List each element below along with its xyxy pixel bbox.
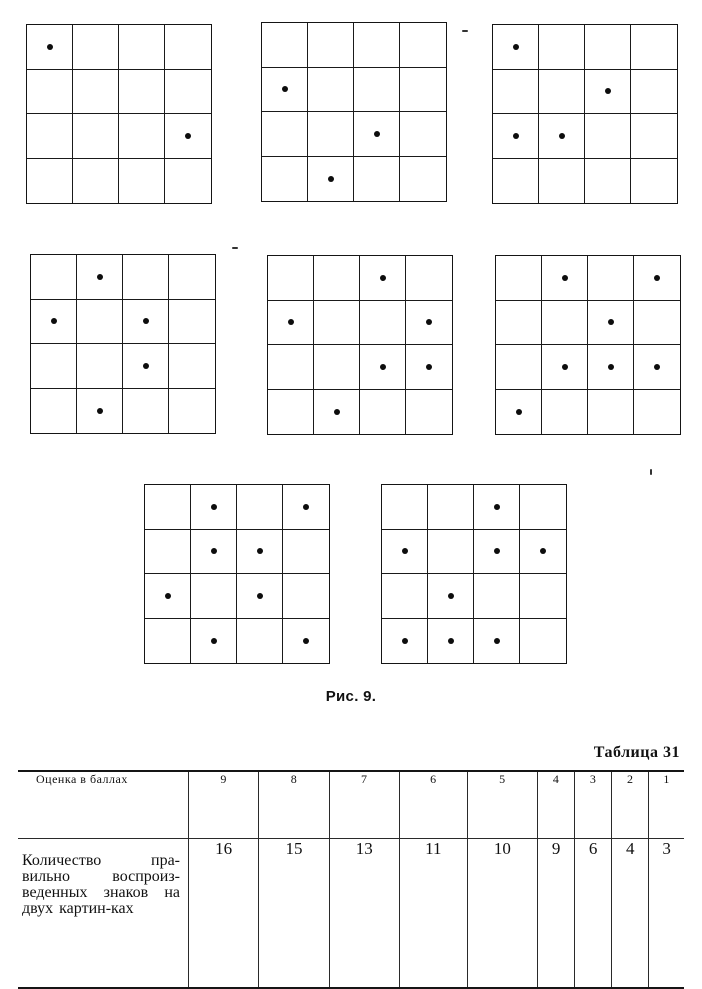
dot-grid-4 — [30, 254, 216, 434]
grid-cell — [308, 112, 354, 157]
grid-cell — [283, 530, 329, 575]
grid-cell — [119, 25, 165, 70]
dot-grid-8 — [381, 484, 567, 664]
grid-cell — [631, 25, 677, 70]
grid-cell — [493, 114, 539, 159]
grid-cell — [165, 159, 211, 204]
score-cell: 1 — [649, 771, 684, 839]
count-cell: 4 — [612, 839, 649, 989]
grid-cell — [123, 300, 169, 345]
dot-mark — [303, 504, 309, 510]
dot-mark — [211, 548, 217, 554]
dot-mark — [303, 638, 309, 644]
print-speck — [650, 469, 652, 475]
grid-cell — [360, 256, 406, 301]
grid-cell — [474, 485, 520, 530]
table-title: Таблица 31 — [593, 744, 680, 761]
grid-cell — [268, 345, 314, 390]
dot-mark — [402, 548, 408, 554]
dot-mark — [448, 638, 454, 644]
grid-cell — [314, 256, 360, 301]
grid-cell — [77, 344, 123, 389]
grid-cell — [428, 485, 474, 530]
grid-cell — [283, 574, 329, 619]
grid-cell — [634, 256, 680, 301]
grid-cell — [77, 255, 123, 300]
dot-mark — [513, 44, 519, 50]
grid-cell — [354, 157, 400, 202]
grid-cell — [542, 301, 588, 346]
grid-cell — [314, 390, 360, 435]
dot-mark — [654, 275, 660, 281]
grid-cell — [360, 390, 406, 435]
grid-cell — [119, 159, 165, 204]
dot-mark — [494, 638, 500, 644]
grid-cell — [406, 256, 452, 301]
grid-cell — [268, 256, 314, 301]
grid-cell — [588, 390, 634, 435]
grid-cell — [237, 530, 283, 575]
grid-cell — [542, 256, 588, 301]
grid-cell — [262, 112, 308, 157]
dot-grid-3 — [492, 24, 678, 204]
dot-mark — [334, 409, 340, 415]
dot-grid-6 — [495, 255, 681, 435]
dot-mark — [494, 504, 500, 510]
count-cell: 16 — [189, 839, 259, 989]
dot-mark — [426, 364, 432, 370]
grid-cell — [400, 112, 446, 157]
grid-cell — [400, 68, 446, 113]
grid-cell — [191, 574, 237, 619]
dot-grid-1 — [26, 24, 212, 204]
row-label-count: Количество пра-вильно воспроиз-веденных знаков на двух картин-ках — [18, 839, 189, 989]
print-speck — [462, 30, 468, 32]
dot-mark — [608, 364, 614, 370]
dot-mark — [426, 319, 432, 325]
grid-cell — [520, 574, 566, 619]
grid-cell — [406, 390, 452, 435]
dot-mark — [513, 133, 519, 139]
grid-cell — [165, 114, 211, 159]
score-cell: 6 — [399, 771, 467, 839]
grid-cell — [119, 70, 165, 115]
grid-cell — [539, 114, 585, 159]
grid-cell — [493, 70, 539, 115]
grid-cell — [145, 574, 191, 619]
grid-cell — [382, 530, 428, 575]
grid-cell — [191, 485, 237, 530]
grid-cell — [27, 70, 73, 115]
grid-cell — [262, 23, 308, 68]
dot-mark — [143, 318, 149, 324]
grid-cell — [165, 25, 211, 70]
table-row-scores — [18, 771, 684, 839]
grid-cell — [496, 390, 542, 435]
score-cell: 8 — [259, 771, 329, 839]
grid-cell — [474, 574, 520, 619]
grid-cell — [27, 114, 73, 159]
count-cell: 11 — [399, 839, 467, 989]
score-cell: 2 — [612, 771, 649, 839]
grid-cell — [123, 344, 169, 389]
count-cell: 15 — [259, 839, 329, 989]
grid-cell — [145, 619, 191, 664]
dot-mark — [47, 44, 53, 50]
grid-cell — [169, 344, 215, 389]
grid-cell — [123, 255, 169, 300]
grid-cell — [588, 345, 634, 390]
grid-cell — [283, 619, 329, 664]
dot-mark — [257, 548, 263, 554]
dot-mark — [605, 88, 611, 94]
dot-mark — [165, 593, 171, 599]
grid-cell — [73, 114, 119, 159]
grid-cell — [400, 157, 446, 202]
grid-cell — [585, 25, 631, 70]
dot-mark — [562, 364, 568, 370]
dot-mark — [211, 638, 217, 644]
print-speck — [232, 247, 238, 249]
grid-cell — [496, 301, 542, 346]
grid-cell — [308, 68, 354, 113]
dot-mark — [562, 275, 568, 281]
grid-cell — [237, 619, 283, 664]
scores-table — [18, 770, 684, 989]
dot-mark — [608, 319, 614, 325]
grid-cell — [382, 619, 428, 664]
grid-cell — [360, 301, 406, 346]
dot-mark — [654, 364, 660, 370]
dot-mark — [448, 593, 454, 599]
figure-caption: Рис. 9. — [325, 688, 377, 705]
dot-mark — [402, 638, 408, 644]
grid-cell — [406, 301, 452, 346]
grid-cell — [634, 301, 680, 346]
grid-cell — [588, 301, 634, 346]
grid-cell — [520, 485, 566, 530]
grid-cell — [27, 159, 73, 204]
grid-cell — [314, 301, 360, 346]
dot-mark — [97, 274, 103, 280]
grid-cell — [77, 300, 123, 345]
grid-cell — [169, 300, 215, 345]
score-cell: 5 — [467, 771, 537, 839]
dot-mark — [282, 86, 288, 92]
grid-cell — [539, 70, 585, 115]
grid-cell — [31, 255, 77, 300]
dot-mark — [288, 319, 294, 325]
grid-cell — [520, 619, 566, 664]
grid-cell — [31, 389, 77, 434]
grid-cell — [169, 389, 215, 434]
grid-cell — [165, 70, 211, 115]
grid-cell — [496, 345, 542, 390]
dot-mark — [380, 364, 386, 370]
score-cell: 3 — [575, 771, 612, 839]
grid-cell — [634, 345, 680, 390]
dot-mark — [559, 133, 565, 139]
count-cell: 6 — [575, 839, 612, 989]
grid-cell — [428, 619, 474, 664]
row-label-score: Оценка в баллах — [18, 771, 189, 839]
score-cell: 7 — [329, 771, 399, 839]
grid-cell — [123, 389, 169, 434]
dot-mark — [516, 409, 522, 415]
count-cell: 10 — [467, 839, 537, 989]
dot-grid-5 — [267, 255, 453, 435]
grid-cell — [406, 345, 452, 390]
score-cell: 4 — [538, 771, 575, 839]
grid-cell — [631, 114, 677, 159]
grid-cell — [145, 530, 191, 575]
grid-cell — [474, 530, 520, 575]
grid-cell — [145, 485, 191, 530]
grid-cell — [542, 345, 588, 390]
grid-cell — [237, 574, 283, 619]
grid-cell — [262, 68, 308, 113]
dot-mark — [97, 408, 103, 414]
count-cell: 13 — [329, 839, 399, 989]
grid-cell — [314, 345, 360, 390]
grid-cell — [308, 23, 354, 68]
dot-mark — [185, 133, 191, 139]
grid-cell — [354, 23, 400, 68]
grid-cell — [400, 23, 446, 68]
grid-cell — [73, 70, 119, 115]
dot-mark — [257, 593, 263, 599]
grid-cell — [169, 255, 215, 300]
grid-cell — [73, 25, 119, 70]
grid-cell — [493, 25, 539, 70]
score-cell: 9 — [189, 771, 259, 839]
grid-cell — [268, 390, 314, 435]
grid-cell — [542, 390, 588, 435]
grid-cell — [360, 345, 406, 390]
grid-cell — [496, 256, 542, 301]
grid-cell — [631, 159, 677, 204]
dot-mark — [380, 275, 386, 281]
count-cell: 9 — [538, 839, 575, 989]
dot-grid-2 — [261, 22, 447, 202]
grid-cell — [474, 619, 520, 664]
grid-cell — [585, 114, 631, 159]
grid-cell — [77, 389, 123, 434]
grid-cell — [634, 390, 680, 435]
grid-cell — [191, 619, 237, 664]
grid-cell — [493, 159, 539, 204]
grid-cell — [428, 530, 474, 575]
grid-cell — [631, 70, 677, 115]
grid-cell — [539, 159, 585, 204]
grid-cell — [354, 68, 400, 113]
grid-cell — [382, 485, 428, 530]
grid-cell — [382, 574, 428, 619]
grid-cell — [268, 301, 314, 346]
dot-mark — [374, 131, 380, 137]
count-cell: 3 — [649, 839, 684, 989]
grid-cell — [520, 530, 566, 575]
grid-cell — [428, 574, 474, 619]
dot-mark — [494, 548, 500, 554]
grid-cell — [262, 157, 308, 202]
grid-cell — [31, 344, 77, 389]
dot-mark — [540, 548, 546, 554]
grid-cell — [539, 25, 585, 70]
grid-cell — [237, 485, 283, 530]
table-row-counts — [18, 839, 684, 989]
dot-mark — [51, 318, 57, 324]
grid-cell — [585, 70, 631, 115]
dot-grid-7 — [144, 484, 330, 664]
grid-cell — [588, 256, 634, 301]
grid-cell — [31, 300, 77, 345]
grid-cell — [354, 112, 400, 157]
dot-mark — [211, 504, 217, 510]
grid-cell — [191, 530, 237, 575]
grid-cell — [73, 159, 119, 204]
dot-mark — [328, 176, 334, 182]
grid-cell — [119, 114, 165, 159]
dot-mark — [143, 363, 149, 369]
grid-cell — [283, 485, 329, 530]
grid-cell — [585, 159, 631, 204]
grid-cell — [308, 157, 354, 202]
grid-cell — [27, 25, 73, 70]
